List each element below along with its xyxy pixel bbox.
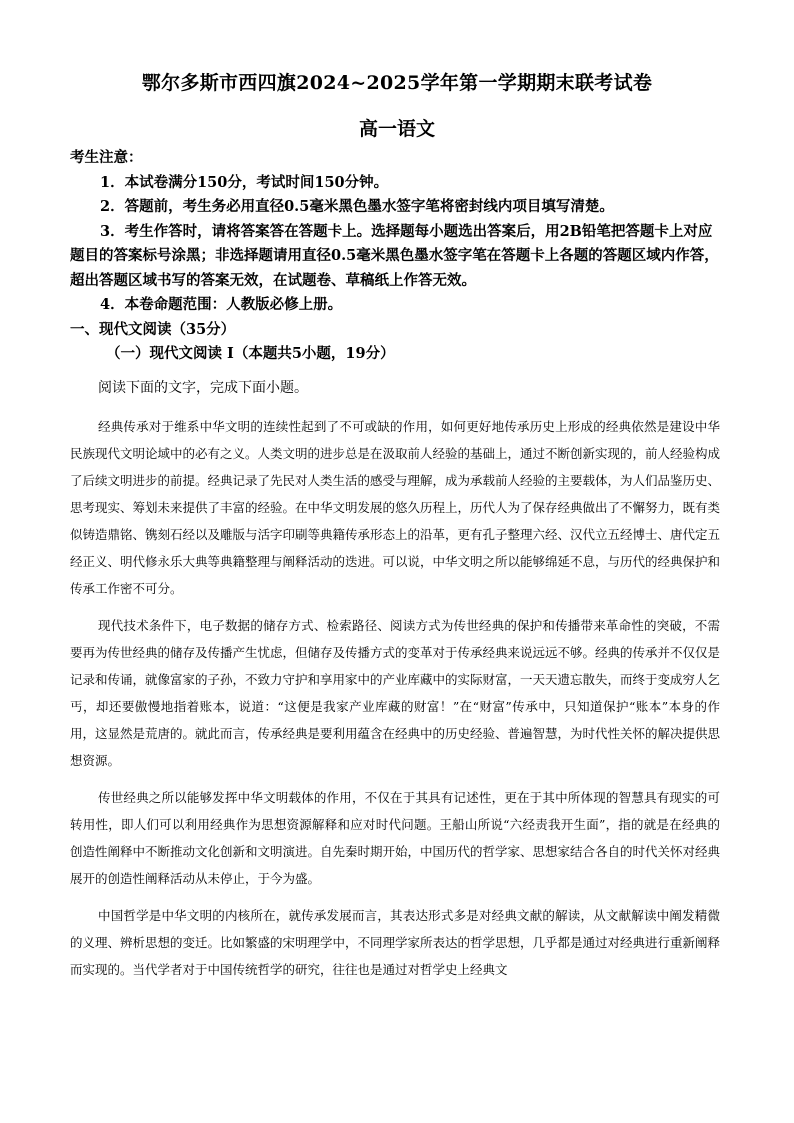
passage-paragraph: 中国哲学是中华文明的内核所在，就传承发展而言，其表达形式多是对经典文献的解读，从文献解读中阐发精微的义理、辨析思想的变迁。比如繁盛的宋明理学中，不同理学家所表达的哲学思想，几乎都是通过对经典进行重新阐释而实现的。当代学者对于中国传统哲学的研究，往往也是通过对哲学史上经典文 <box>70 908 721 977</box>
candidate-notice <box>70 146 720 318</box>
passage-paragraph: 经典传承对于维系中华文明的连续性起到了不可或缺的作用，如何更好地传承历史上形成的经典依然是建设中华民族现代文明论域中的必有之义。人类文明的进步总是在汲取前人经验的基础上，通过不断创新实现的，前人经验构成了后续文明进步的前提。经典记录了先民对人类生活的感受与理解，成为承载前人经验的主要载体，为人们品鉴历史、思考现实、筹划未来提供了丰富的经验。在中华文明发展的悠久历程上，历代人为了保存经典做出了不懈努力，既有类似铸造鼎铭、镌刻石经以及雕版与活字印刷等典籍传承形态上的沿革，更有孔子整理六经、汉代立五经博士、唐代定五经正义、明代修永乐大典等典籍整理与阐释活动的迭进。可以说，中华文明之所以能够绵延不息，与历代的经典保护和传承工作密不可分。 <box>70 419 721 596</box>
notice-heading: 考生注意： <box>70 149 143 166</box>
exam-title: 鄂尔多斯市西四旗2024~2025学年第一学期期末联考试卷 <box>141 72 653 94</box>
reading-instruction: 阅读下面的文字，完成下面小题。 <box>98 380 308 396</box>
section-heading: 一、现代文阅读（35分） <box>70 321 236 338</box>
exam-subject: 高一语文 <box>358 118 435 140</box>
subsection-heading: （一）现代文阅读 I（本题共5小题，19分） <box>106 345 395 362</box>
notice-item-3: 3．考生作答时，请将答案答在答题卡上。选择题每小题选出答案后，用2B铅笔把答题卡上对应题目的答案标号涂黑；非选择题请用直径0.5毫米黑色墨水签字笔在答题卡上各题的答题区域内作答，超出答题区域书写的答案无效，在试题卷、草稿纸上作答无效。 <box>70 222 719 289</box>
notice-item-2: 2．答题前，考生务必用直径0.5毫米黑色墨水签字笔将密封线内项目填写清楚。 <box>100 198 614 215</box>
notice-item-4: 4．本卷命题范围：人教版必修上册。 <box>100 296 343 313</box>
notice-item-1: 1．本试卷满分150分，考试时间150分钟。 <box>100 173 389 191</box>
reading-passage <box>70 413 720 993</box>
passage-paragraph: 传世经典之所以能够发挥中华文明载体的作用，不仅在于其具有记述性，更在于其中所体现的智慧具有现实的可转用性，即人们可以利用经典作为思想资源解释和应对时代问题。王船山所说“六经责我开生面”，指的就是在经典的创造性阐释中不断推动文化创新和文明演进。自先秦时期开始，中国历代的哲学家、思想家结合各自的时代关怀对经典展开的创造性阐释活动从未停止，于今为盛。 <box>70 790 721 886</box>
passage-paragraph: 现代技术条件下，电子数据的储存方式、检索路径、阅读方式为传世经典的保护和传播带来革命性的突破，不需要再为传世经典的储存及传播产生忧虑，但储存及传播方式的变革对于传承经典来说远远不够。经典的传承并不仅仅是记录和传诵，就像富家的子孙，不致力守护和享用家中的产业库藏中的实际财富，一天天遗忘散失，而终于变成穷人乞丐，却还要傲慢地指着账本，说道：“这便是我家产业库藏的财富！”在“财富”传承中，只知道保护“账本”本身的作用，这显然是荒唐的。就此而言，传承经典是要利用蕴含在经典中的历史经验、普遍智慧，为时代性关怀的解决提供思想资源。 <box>70 618 721 768</box>
